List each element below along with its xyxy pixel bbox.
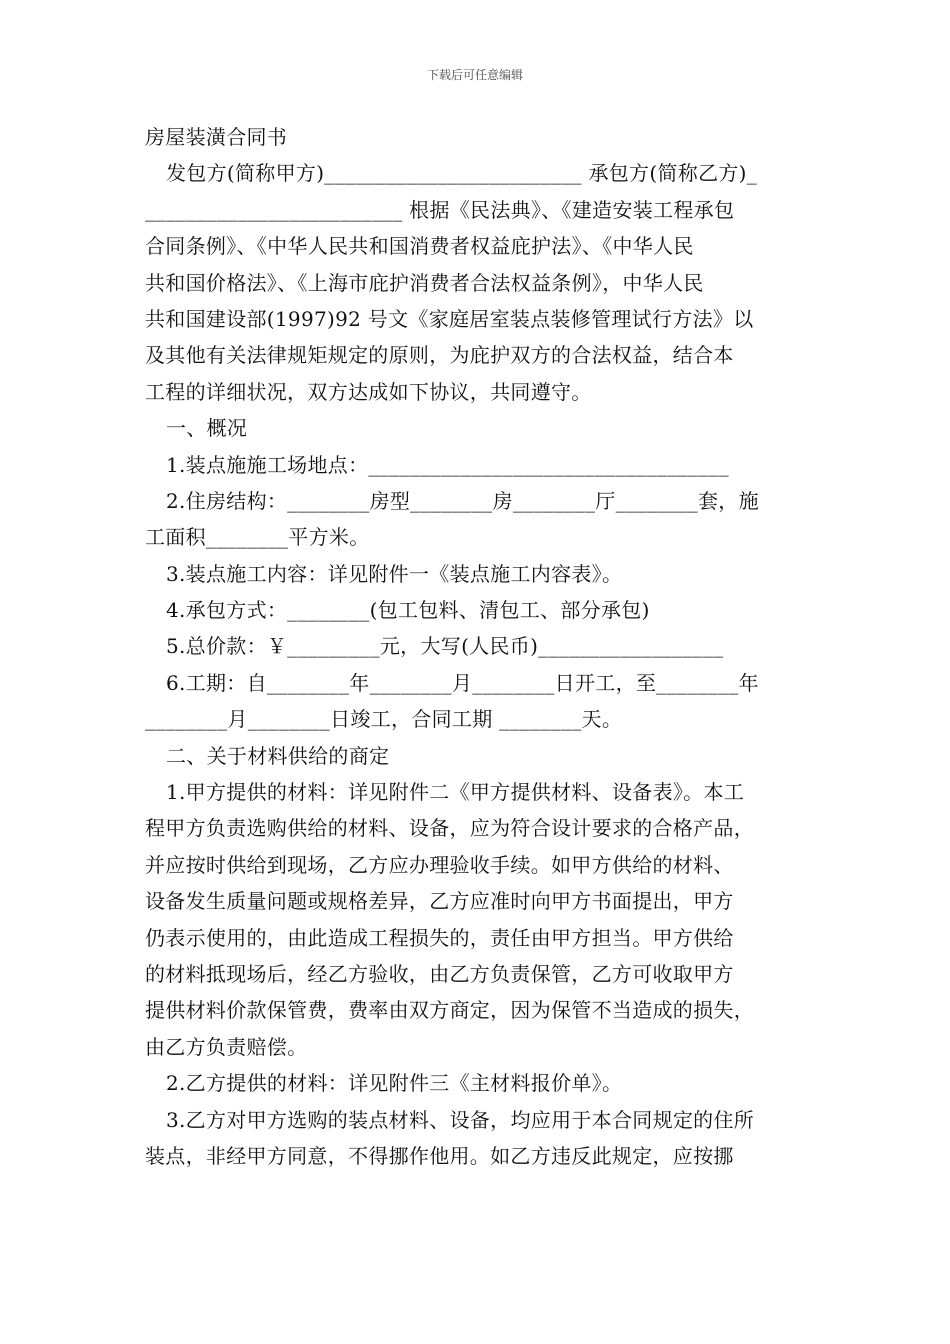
paragraph-line: 1.甲方提供的材料：详见附件二《甲方提供材料、设备表》。本工 xyxy=(166,780,745,805)
paragraph-line: 3.装点施工内容：详见附件一《装点施工内容表》。 xyxy=(166,561,623,586)
paragraph-line: ________月________日竣工，合同工期 ________天。 xyxy=(145,707,623,732)
paragraph-line: 程甲方负责选购供给的材料、设备，应为符合设计要求的合格产品， xyxy=(145,816,754,841)
paragraph-line: _________________________ 根据《民法典》、《建造安装工程承包 xyxy=(145,197,735,222)
paragraph-line: 提供材料价款保管费，费率由双方商定，因为保管不当造成的损失， xyxy=(145,998,754,1023)
paragraph-line: 仍表示使用的，由此造成工程损失的，责任由甲方担当。甲方供给 xyxy=(145,925,734,950)
paragraph-line: 由乙方负责赔偿。 xyxy=(145,1034,308,1059)
paragraph-line: 工面积________平方米。 xyxy=(145,525,370,550)
paragraph-line: 6.工期：自________年________月________日开工，至________年 xyxy=(166,670,759,695)
document-title: 房屋装潢合同书 xyxy=(145,125,288,149)
paragraph-line: 2.住房结构：________房型________房________厅________套，施 xyxy=(166,488,759,513)
paragraph-line: 1.装点施施工场地点：___________________________________ xyxy=(166,452,729,477)
paragraph-line: 4.承包方式：________(包工包料、清包工、部分承包) xyxy=(166,598,650,623)
section-heading: 一、概况 xyxy=(166,416,248,441)
paragraph-line: 并应按时供给到现场，乙方应办理验收手续。如甲方供给的材料、 xyxy=(145,852,734,877)
paragraph-line: 共和国建设部(1997)92 号文《家庭居室装点装修管理试行方法》以 xyxy=(145,306,754,331)
paragraph-line: 共和国价格法》、《上海市庇护消费者合法权益条例》，中华人民 xyxy=(145,270,704,295)
section-heading: 二、关于材料供给的商定 xyxy=(166,743,390,768)
header-note: 下载后可任意编辑 xyxy=(426,68,523,82)
document-body xyxy=(145,119,810,1174)
paragraph-line: 的材料抵现场后，经乙方验收，由乙方负责保管，乙方可收取甲方 xyxy=(145,961,734,986)
paragraph-line: 工程的详细状况，双方达成如下协议，共同遵守。 xyxy=(145,379,592,404)
paragraph-line: 3.乙方对甲方选购的装点材料、设备，均应用于本合同规定的住所 xyxy=(166,1107,755,1132)
paragraph-line: 发包方(简称甲方)_________________________ 承包方(简称乙方)_ xyxy=(166,161,758,186)
paragraph-line: 5.总价款：￥_________元，大写(人民币)__________________ xyxy=(166,634,724,659)
paragraph-line: 2.乙方提供的材料：详见附件三《主材料报价单》。 xyxy=(166,1071,623,1096)
paragraph-line: 合同条例》、《中华人民共和国消费者权益庇护法》、《中华人民 xyxy=(145,234,694,259)
paragraph-line: 设备发生质量问题或规格差异，乙方应准时向甲方书面提出，甲方 xyxy=(145,889,734,914)
paragraph-line: 装点，非经甲方同意，不得挪作他用。如乙方违反此规定，应按挪 xyxy=(145,1143,734,1168)
paragraph-line: 及其他有关法律规矩规定的原则，为庇护双方的合法权益，结合本 xyxy=(145,343,734,368)
